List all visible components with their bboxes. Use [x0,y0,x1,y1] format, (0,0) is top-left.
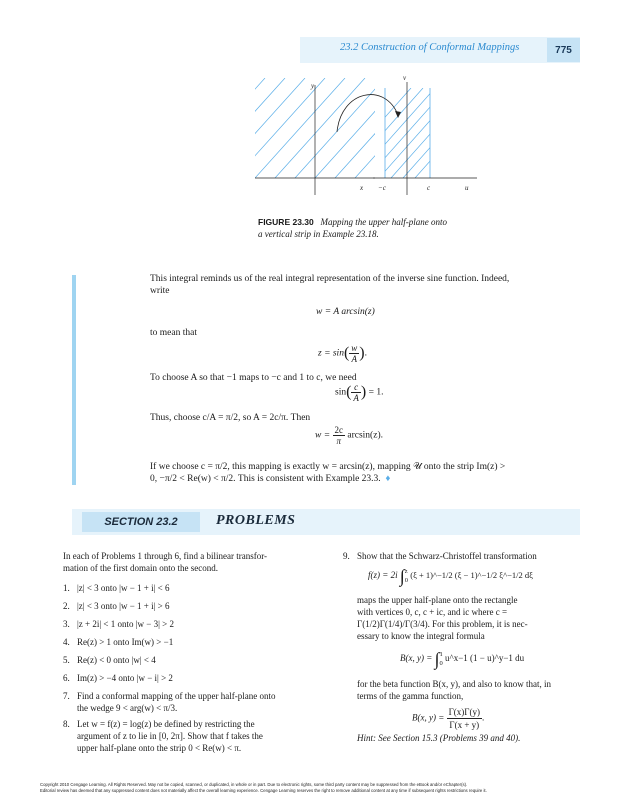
caption-line-1: Mapping the upper half-plane onto [320,217,447,227]
paragraph-1-line-2: write [150,286,170,296]
problem-9-intro: 9. Show that the Schwarz-Christoffel transformation [343,551,537,561]
figure-caption [258,216,488,240]
schwarz-christoffel-formula: f(z) = 2i ∫ z 0 (ξ + 1)^−1/2 (ξ − 1)^−1/2 ξ^−1/2 dξ [368,566,533,586]
problem-3: 3. |z + 2i| < 1 onto |w − 3| > 2 [63,619,175,629]
end-of-example-icon: ♦ [385,474,391,484]
paragraph-1-line-1: This integral reminds us of the real integral representation of the inverse sine function. Indeed, [150,274,510,284]
section-label: SECTION 23.2 [82,512,200,532]
figure-23-30 [255,70,480,195]
copyright-footer: Copyright 2010 Cengage Learning. All Rights Reserved. May not be copied, scanned, or duplicated, in whole or in part. Due to electronic rights, some third party content may be suppressed from the eBook and/or eChapter(s). Editorial review has deemed that any suppressed content does not materially affect the overall learning experience. Cengage Learning reserves the right to remove additional content at any time if subsequent rights restrictions require it. [40,782,487,793]
example-margin-bar [72,275,76,485]
problem-9-hint: Hint: See Section 15.3 (Problems 39 and 40). [357,733,521,743]
equation-2: z = sin( $\frac{w}{A}$ ). [318,343,367,364]
vertical-strip-hatch [331,88,480,178]
problem-2: 2. |z| < 3 onto |w − 1 + i| > 6 [63,601,170,611]
problem-4: 4. Re(z) > 1 onto Im(w) > −1 [63,637,174,647]
y-axis-label: y [311,82,315,90]
v-axis-label: v [403,74,407,82]
equation-1: w = A arcsin(z) [316,307,375,317]
problem-7: 7. Find a conformal mapping of the upper half-plane onto the wedge 9 < arg(w) < π/3. [63,691,276,713]
problem-6: 6. Im(z) > −4 onto |w − i| > 2 [63,673,173,683]
paragraph-5-line-1: If we choose c = π/2, this mapping is exactly w = arcsin(z), mapping 𝒰 onto the strip Im(z) > [150,462,506,472]
page-number: 775 [547,38,580,62]
problem-5: 5. Re(z) < 0 onto |w| < 4 [63,655,156,665]
gamma-formula: B(x, y) = $\frac{\Gamma(x)\Gamma(y)}{\Gamma(x + y)}$ . [412,707,485,730]
problem-9-text-2: for the beta function B(x, y), and also to know that, in terms of the gamma function, [357,679,551,701]
paragraph-4: Thus, choose c/A = π/2, so A = 2c/π. Then [150,413,311,423]
caption-line-2: a vertical strip in Example 23.18. [258,229,379,239]
problem-8: 8. Let w = f(z) = log(z) be defined by restricting the argument of z to lie in [0, 2π]. Show that f takes the upper half-plane onto the strip 0 < Re(w) < π. [63,719,263,753]
paragraph-3: To choose A so that −1 maps to −c and 1 to c, we need [150,373,357,383]
paragraph-2: to mean that [150,328,197,338]
caption-label: FIGURE 23.30 [258,217,314,227]
c-label: c [427,184,431,192]
problems-intro: In each of Problems 1 through 6, find a bilinear transfor- mation of the first domain onto the second. [63,551,268,573]
paragraph-5-line-2: 0, −π/2 < Re(w) < π/2. This is consistent with Example 23.3. ♦ [150,474,391,484]
problem-9-text: maps the upper half-plane onto the rectangle with vertices 0, c, c + ic, and ic where c = Γ(1/2)Γ(1/4)/Γ(3/4). For this problem, it is nec- essary to know the integral formula [357,595,528,641]
equation-3: sin( $\frac{c}{A}$ ) = 1. [335,382,384,403]
beta-integral-formula: B(x, y) = ∫ 1 0 u^x−1 (1 − u)^y−1 du [400,649,525,669]
u-axis-label: u [465,184,469,192]
section-title: PROBLEMS [216,513,296,528]
neg-c-label: −c [378,184,386,192]
x-axis-label: x [360,184,364,192]
equation-4: w = $\frac{2c}{\pi}$ arcsin(z). [315,425,383,446]
running-header: 23.2 Construction of Conformal Mappings [340,42,520,53]
problem-1: 1. |z| < 3 onto |w − 1 + i| < 6 [63,583,170,593]
